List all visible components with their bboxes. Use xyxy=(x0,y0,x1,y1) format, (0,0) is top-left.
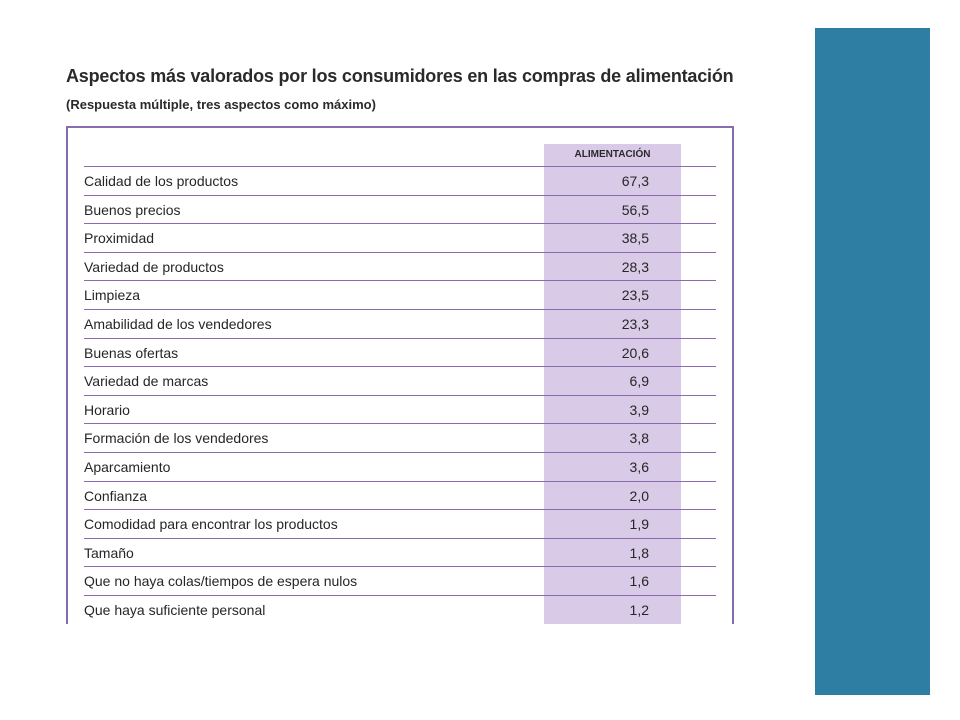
table-row xyxy=(84,482,716,511)
row-value: 2,0 xyxy=(629,487,649,504)
table-row xyxy=(84,167,716,196)
row-value: 1,8 xyxy=(629,544,649,561)
accent-bar xyxy=(815,28,930,695)
table-row xyxy=(84,567,716,596)
row-label: Limpieza xyxy=(84,287,141,304)
slide-subtitle: (Respuesta múltiple, tres aspectos como máximo) xyxy=(66,97,376,112)
data-table xyxy=(66,126,734,624)
row-value: 6,9 xyxy=(629,373,649,390)
table-row xyxy=(84,310,716,339)
row-value: 1,9 xyxy=(629,516,649,533)
row-label: Variedad de marcas xyxy=(84,373,209,390)
row-label: Tamaño xyxy=(84,544,134,561)
table-row xyxy=(84,453,716,482)
table-row xyxy=(84,339,716,368)
table-row xyxy=(84,224,716,253)
row-label: Aparcamiento xyxy=(84,458,171,475)
row-value: 3,9 xyxy=(629,401,649,418)
table-row xyxy=(84,196,716,225)
table-row xyxy=(84,424,716,453)
row-value: 1,2 xyxy=(629,601,649,618)
row-label: Comodidad para encontrar los productos xyxy=(84,516,338,533)
row-label: Confianza xyxy=(84,487,148,504)
row-label: Buenas ofertas xyxy=(84,344,179,361)
table-row xyxy=(84,367,716,396)
table-row xyxy=(84,253,716,282)
row-value: 56,5 xyxy=(621,201,649,218)
row-label: Que no haya colas/tiempos de espera nulos xyxy=(84,573,358,590)
row-value: 28,3 xyxy=(621,258,649,275)
table-row xyxy=(84,596,716,624)
table-header-row xyxy=(84,144,716,167)
row-value: 20,6 xyxy=(621,344,649,361)
table-row xyxy=(84,396,716,425)
row-label: Calidad de los productos xyxy=(84,173,239,189)
row-value: 23,5 xyxy=(621,287,649,304)
row-label: Proximidad xyxy=(84,230,155,247)
row-value: 3,8 xyxy=(629,430,649,447)
table-body xyxy=(84,167,716,624)
row-label: Buenos precios xyxy=(84,201,181,218)
row-value: 38,5 xyxy=(621,230,649,247)
row-label: Amabilidad de los vendedores xyxy=(84,315,272,332)
row-label: Horario xyxy=(84,401,130,418)
table-row xyxy=(84,539,716,568)
table-row xyxy=(84,510,716,539)
table-row xyxy=(84,281,716,310)
row-value: 23,3 xyxy=(621,315,649,332)
slide-title: Aspectos más valorados por los consumidores en las compras de alimentación xyxy=(66,66,734,86)
row-label: Formación de los vendedores xyxy=(84,430,269,447)
row-value: 67,3 xyxy=(621,173,649,189)
row-label: Que haya suficiente personal xyxy=(84,601,266,618)
row-label: Variedad de productos xyxy=(84,258,224,275)
row-value: 3,6 xyxy=(629,458,649,475)
row-value: 1,6 xyxy=(629,573,649,590)
column-header-alimentacion: ALIMENTACIÓN xyxy=(574,149,651,160)
